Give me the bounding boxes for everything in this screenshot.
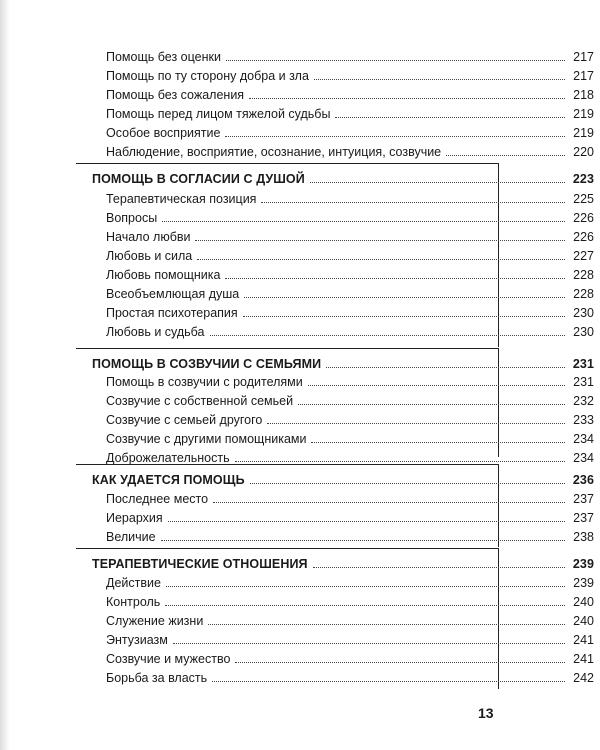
dot-leader xyxy=(446,155,565,156)
toc-entry-page: 217 xyxy=(573,50,594,64)
toc-section-heading xyxy=(0,551,600,571)
toc-entry xyxy=(0,589,600,609)
toc-entry-title: Особое восприятие xyxy=(106,126,221,140)
dot-leader xyxy=(335,117,565,118)
toc-entry-page: 217 xyxy=(573,69,594,83)
toc-entry-page: 233 xyxy=(573,413,594,427)
toc-entry xyxy=(0,486,600,506)
toc-entry xyxy=(0,627,600,647)
toc-entry xyxy=(0,63,600,83)
toc-entry-title: Помощь перед лицом тяжелой судьбы xyxy=(106,107,331,121)
toc-section-page: 231 xyxy=(572,357,594,371)
toc-entry-title: Служение жизни xyxy=(106,614,204,628)
toc-entry-page: 231 xyxy=(573,375,594,389)
toc-entry-title: Помощь по ту сторону добра и зла xyxy=(106,69,309,83)
toc-entry-title: Любовь помощника xyxy=(106,268,221,282)
toc-entry-page: 241 xyxy=(573,652,594,666)
toc-entry xyxy=(0,44,600,64)
toc-entry-page: 218 xyxy=(573,88,594,102)
dot-leader xyxy=(298,404,565,405)
toc-entry-title: Любовь и сила xyxy=(106,249,193,263)
toc-entry-title: Последнее место xyxy=(106,492,209,506)
toc-entry-title: Величие xyxy=(106,530,156,544)
dot-leader xyxy=(308,385,565,386)
toc-entry-page: 240 xyxy=(573,595,594,609)
dot-leader xyxy=(173,643,565,644)
dot-leader xyxy=(166,586,565,587)
toc-entry xyxy=(0,570,600,590)
dot-leader xyxy=(326,367,565,368)
toc-entry xyxy=(0,139,600,159)
toc-entry-page: 230 xyxy=(573,306,594,320)
toc-entry-page: 226 xyxy=(573,230,594,244)
toc-entry xyxy=(0,319,600,339)
toc-entry xyxy=(0,665,600,685)
toc-entry xyxy=(0,407,600,427)
toc-entry-title: Наблюдение, восприятие, осознание, интуиция, созвучие xyxy=(106,145,442,159)
toc-entry-title: Начало любви xyxy=(106,230,191,244)
dot-leader xyxy=(213,502,565,503)
toc-entry-page: 228 xyxy=(573,287,594,301)
dot-leader xyxy=(210,335,566,336)
toc-entry xyxy=(0,262,600,282)
dot-leader xyxy=(235,461,565,462)
toc-entry-page: 242 xyxy=(573,671,594,685)
toc-entry-title: Помощь без оценки xyxy=(106,50,221,64)
toc-entry-title: Помощь в созвучии с родителями xyxy=(106,375,303,389)
toc-entry xyxy=(0,101,600,121)
toc-section-heading xyxy=(0,467,600,487)
toc-section-title: КАК УДАЕТСЯ ПОМОЩЬ xyxy=(92,473,245,487)
dot-leader xyxy=(311,442,565,443)
dot-leader xyxy=(168,521,565,522)
dot-leader xyxy=(310,182,565,183)
toc-entry-page: 239 xyxy=(573,576,594,590)
toc-entry-title: Созвучие и мужество xyxy=(106,652,231,666)
toc-entry xyxy=(0,524,600,544)
dot-leader xyxy=(225,278,565,279)
toc-entry xyxy=(0,243,600,263)
toc-entry xyxy=(0,205,600,225)
toc-section-title: ПОМОЩЬ В СОГЛАСИИ С ДУШОЙ xyxy=(92,172,305,186)
toc-entry-page: 240 xyxy=(573,614,594,628)
toc-entry xyxy=(0,224,600,244)
toc-entry-title: Борьба за власть xyxy=(106,671,208,685)
toc-entry-title: Всеобъемлющая душа xyxy=(106,287,240,301)
toc-entry-page: 228 xyxy=(573,268,594,282)
toc-entry-page: 234 xyxy=(573,432,594,446)
toc-entry-title: Вопросы xyxy=(106,211,158,225)
toc-section-page: 239 xyxy=(572,557,594,571)
toc-section-title: ТЕРАПЕВТИЧЕСКИЕ ОТНОШЕНИЯ xyxy=(92,557,308,571)
toc-entry-page: 237 xyxy=(573,492,594,506)
dot-leader xyxy=(314,79,565,80)
toc-section-heading xyxy=(0,166,600,186)
toc-section-heading xyxy=(0,351,600,371)
toc-entry xyxy=(0,445,600,465)
toc-entry-title: Иерархия xyxy=(106,511,163,525)
toc-entry-title: Энтузиазм xyxy=(106,633,168,647)
toc-entry-title: Помощь без сожаления xyxy=(106,88,245,102)
toc-entry-title: Созвучие с собственной семьей xyxy=(106,394,294,408)
toc-section-page: 236 xyxy=(572,473,594,487)
toc-entry xyxy=(0,82,600,102)
toc-entry-page: 232 xyxy=(573,394,594,408)
toc-section-page: 223 xyxy=(572,172,594,186)
toc-entry-title: Терапевтическая позиция xyxy=(106,192,257,206)
toc-entry xyxy=(0,186,600,206)
toc-entry-title: Созвучие с семьей другого xyxy=(106,413,263,427)
toc-section-title: ПОМОЩЬ В СОЗВУЧИИ С СЕМЬЯМИ xyxy=(92,357,322,371)
dot-leader xyxy=(235,662,565,663)
toc-entry xyxy=(0,388,600,408)
toc-entry-title: Созвучие с другими помощниками xyxy=(106,432,307,446)
toc-entry xyxy=(0,369,600,389)
toc-entry-page: 241 xyxy=(573,633,594,647)
page-number: 13 xyxy=(478,705,494,721)
dot-leader xyxy=(208,624,565,625)
dot-leader xyxy=(195,240,565,241)
toc-entry-page: 230 xyxy=(573,325,594,339)
toc-entry xyxy=(0,300,600,320)
dot-leader xyxy=(250,483,565,484)
dot-leader xyxy=(165,605,565,606)
dot-leader xyxy=(226,60,565,61)
dot-leader xyxy=(212,681,565,682)
toc-entry-page: 234 xyxy=(573,451,594,465)
toc-entry-title: Любовь и судьба xyxy=(106,325,205,339)
toc-entry-page: 220 xyxy=(573,145,594,159)
dot-leader xyxy=(244,297,565,298)
toc-entry xyxy=(0,608,600,628)
toc-entry xyxy=(0,281,600,301)
toc-entry-page: 219 xyxy=(573,107,594,121)
dot-leader xyxy=(243,316,565,317)
toc-entry-page: 226 xyxy=(573,211,594,225)
dot-leader xyxy=(261,202,565,203)
dot-leader xyxy=(197,259,565,260)
toc-entry-title: Контроль xyxy=(106,595,161,609)
dot-leader xyxy=(313,567,565,568)
toc-entry xyxy=(0,120,600,140)
toc-entry-page: 227 xyxy=(573,249,594,263)
toc-entry xyxy=(0,505,600,525)
toc-entry xyxy=(0,646,600,666)
toc-entry-page: 225 xyxy=(573,192,594,206)
toc-entry xyxy=(0,426,600,446)
toc-entry-page: 238 xyxy=(573,530,594,544)
dot-leader xyxy=(267,423,565,424)
toc-entry-page: 237 xyxy=(573,511,594,525)
dot-leader xyxy=(161,540,565,541)
dot-leader xyxy=(162,221,565,222)
toc-entry-title: Простая психотерапия xyxy=(106,306,238,320)
toc-entry-page: 219 xyxy=(573,126,594,140)
toc-entry-title: Действие xyxy=(106,576,161,590)
dot-leader xyxy=(225,136,565,137)
dot-leader xyxy=(249,98,565,99)
toc-entry-title: Доброжелательность xyxy=(106,451,230,465)
